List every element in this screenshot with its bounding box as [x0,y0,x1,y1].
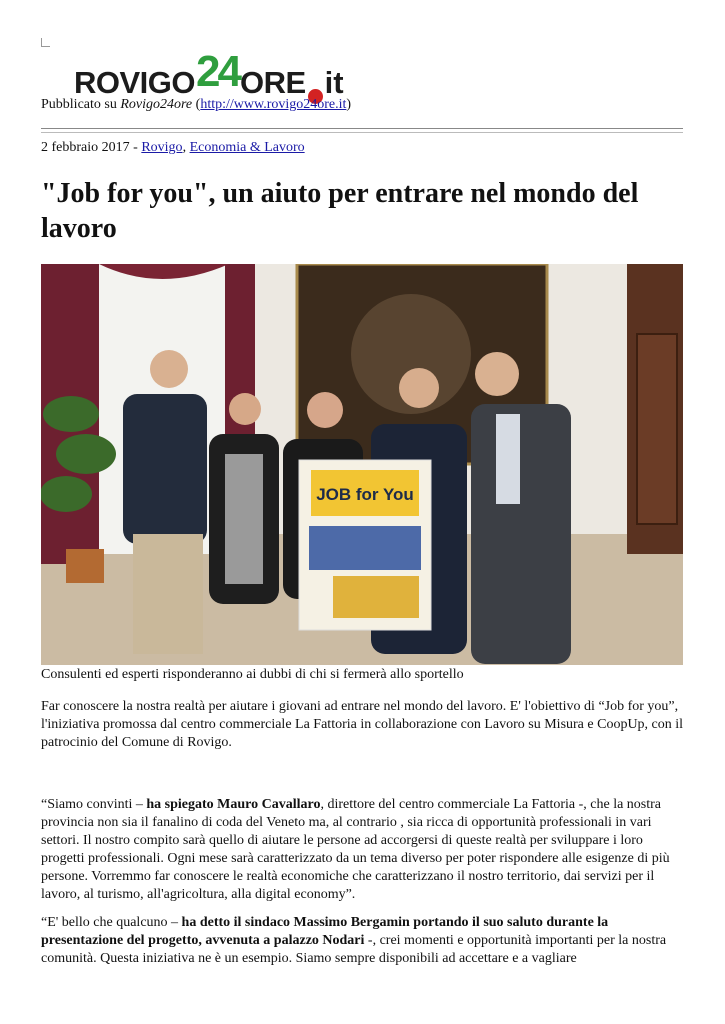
photo-caption: Consulenti ed esperti risponderanno ai dubbi di chi si fermerà allo sportello [41,667,464,682]
p3-speaker: ha detto il sindaco Massimo Bergamin portando il suo saluto durante la presentazione del progetto, avvenuta a palazzo Nodari [41,915,609,948]
p2-text-a: “Siamo convinti – [41,797,147,812]
poster-text: JOB for You [316,485,414,504]
p3-text-c: -, crei momenti e opportunità importanti per la nostra comunità. Questa iniziativa ne è un esempio. Siamo sempre disponibili ad accettare e a vagliare [41,933,667,966]
published-prefix: Pubblicato su [41,97,121,112]
article-date: 2 febbraio 2017 [41,140,130,155]
logo-text-24: 24 [196,47,239,96]
logo-text-ore: ORE [239,65,306,100]
p3-text-a: “E' bello che qualcuno – [41,915,182,930]
paragraph-intro: Far conoscere la nostra realtà per aiutare i giovani ad entrare nel mondo del lavoro. E' l'obiettivo di “Job for you”, l'iniziativa promossa dal centro commerciale La Fattoria in collaborazione con Lavoro su Misura e CoopUp, con il patrocinio del Comune di Rovigo. [41,699,684,750]
p2-speaker: ha spiegato Mauro Cavallaro [146,797,321,812]
article-meta: 2 febbraio 2017 - Rovigo, Economia & Lavoro [41,140,305,155]
paragraph-cavallaro [41,796,686,904]
logo-text-it: it [324,65,344,100]
page-corner-mark [41,38,50,47]
paragraph-bergamin [41,914,686,968]
p2-text-c: , direttore del centro commerciale La Fattoria -, che la nostra provincia non sia il fanalino di coda del Veneto ma, al contrario , sia ricca di opportunità professionali in vari settori. Il nostro compito sarà quello di aiutare le persone ad accorgersi di queste realtà per sviluppare i loro progetti professionali. Ogni mese sarà caratterizzato da un tema diverso per poter rispondere alle esigenze di più persone. Vorremmo far conoscere le realtà economiche che caratterizzano il nostro territorio, dai servizi per il lavoro, al turismo, all'agricoltura, alla digital economy”. [41,797,670,902]
published-url-link[interactable]: http://www.rovigo24ore.it [200,97,347,112]
category-link-rovigo[interactable]: Rovigo [141,140,183,155]
category-link-economia-lavoro[interactable]: Economia & Lavoro [189,140,305,155]
article-title: "Job for you", un aiuto per entrare nel mondo del lavoro [41,178,639,244]
logo-text-rovigo: ROVIGO [74,65,196,100]
meta-separator: - [129,140,142,155]
site-logo[interactable] [74,42,344,98]
published-site-name: Rovigo24ore [120,97,193,112]
article-photo [41,264,683,665]
header-divider [41,128,683,133]
published-line: Pubblicato su Rovigo24ore (http://www.rovigo24ore.it) [41,97,352,112]
